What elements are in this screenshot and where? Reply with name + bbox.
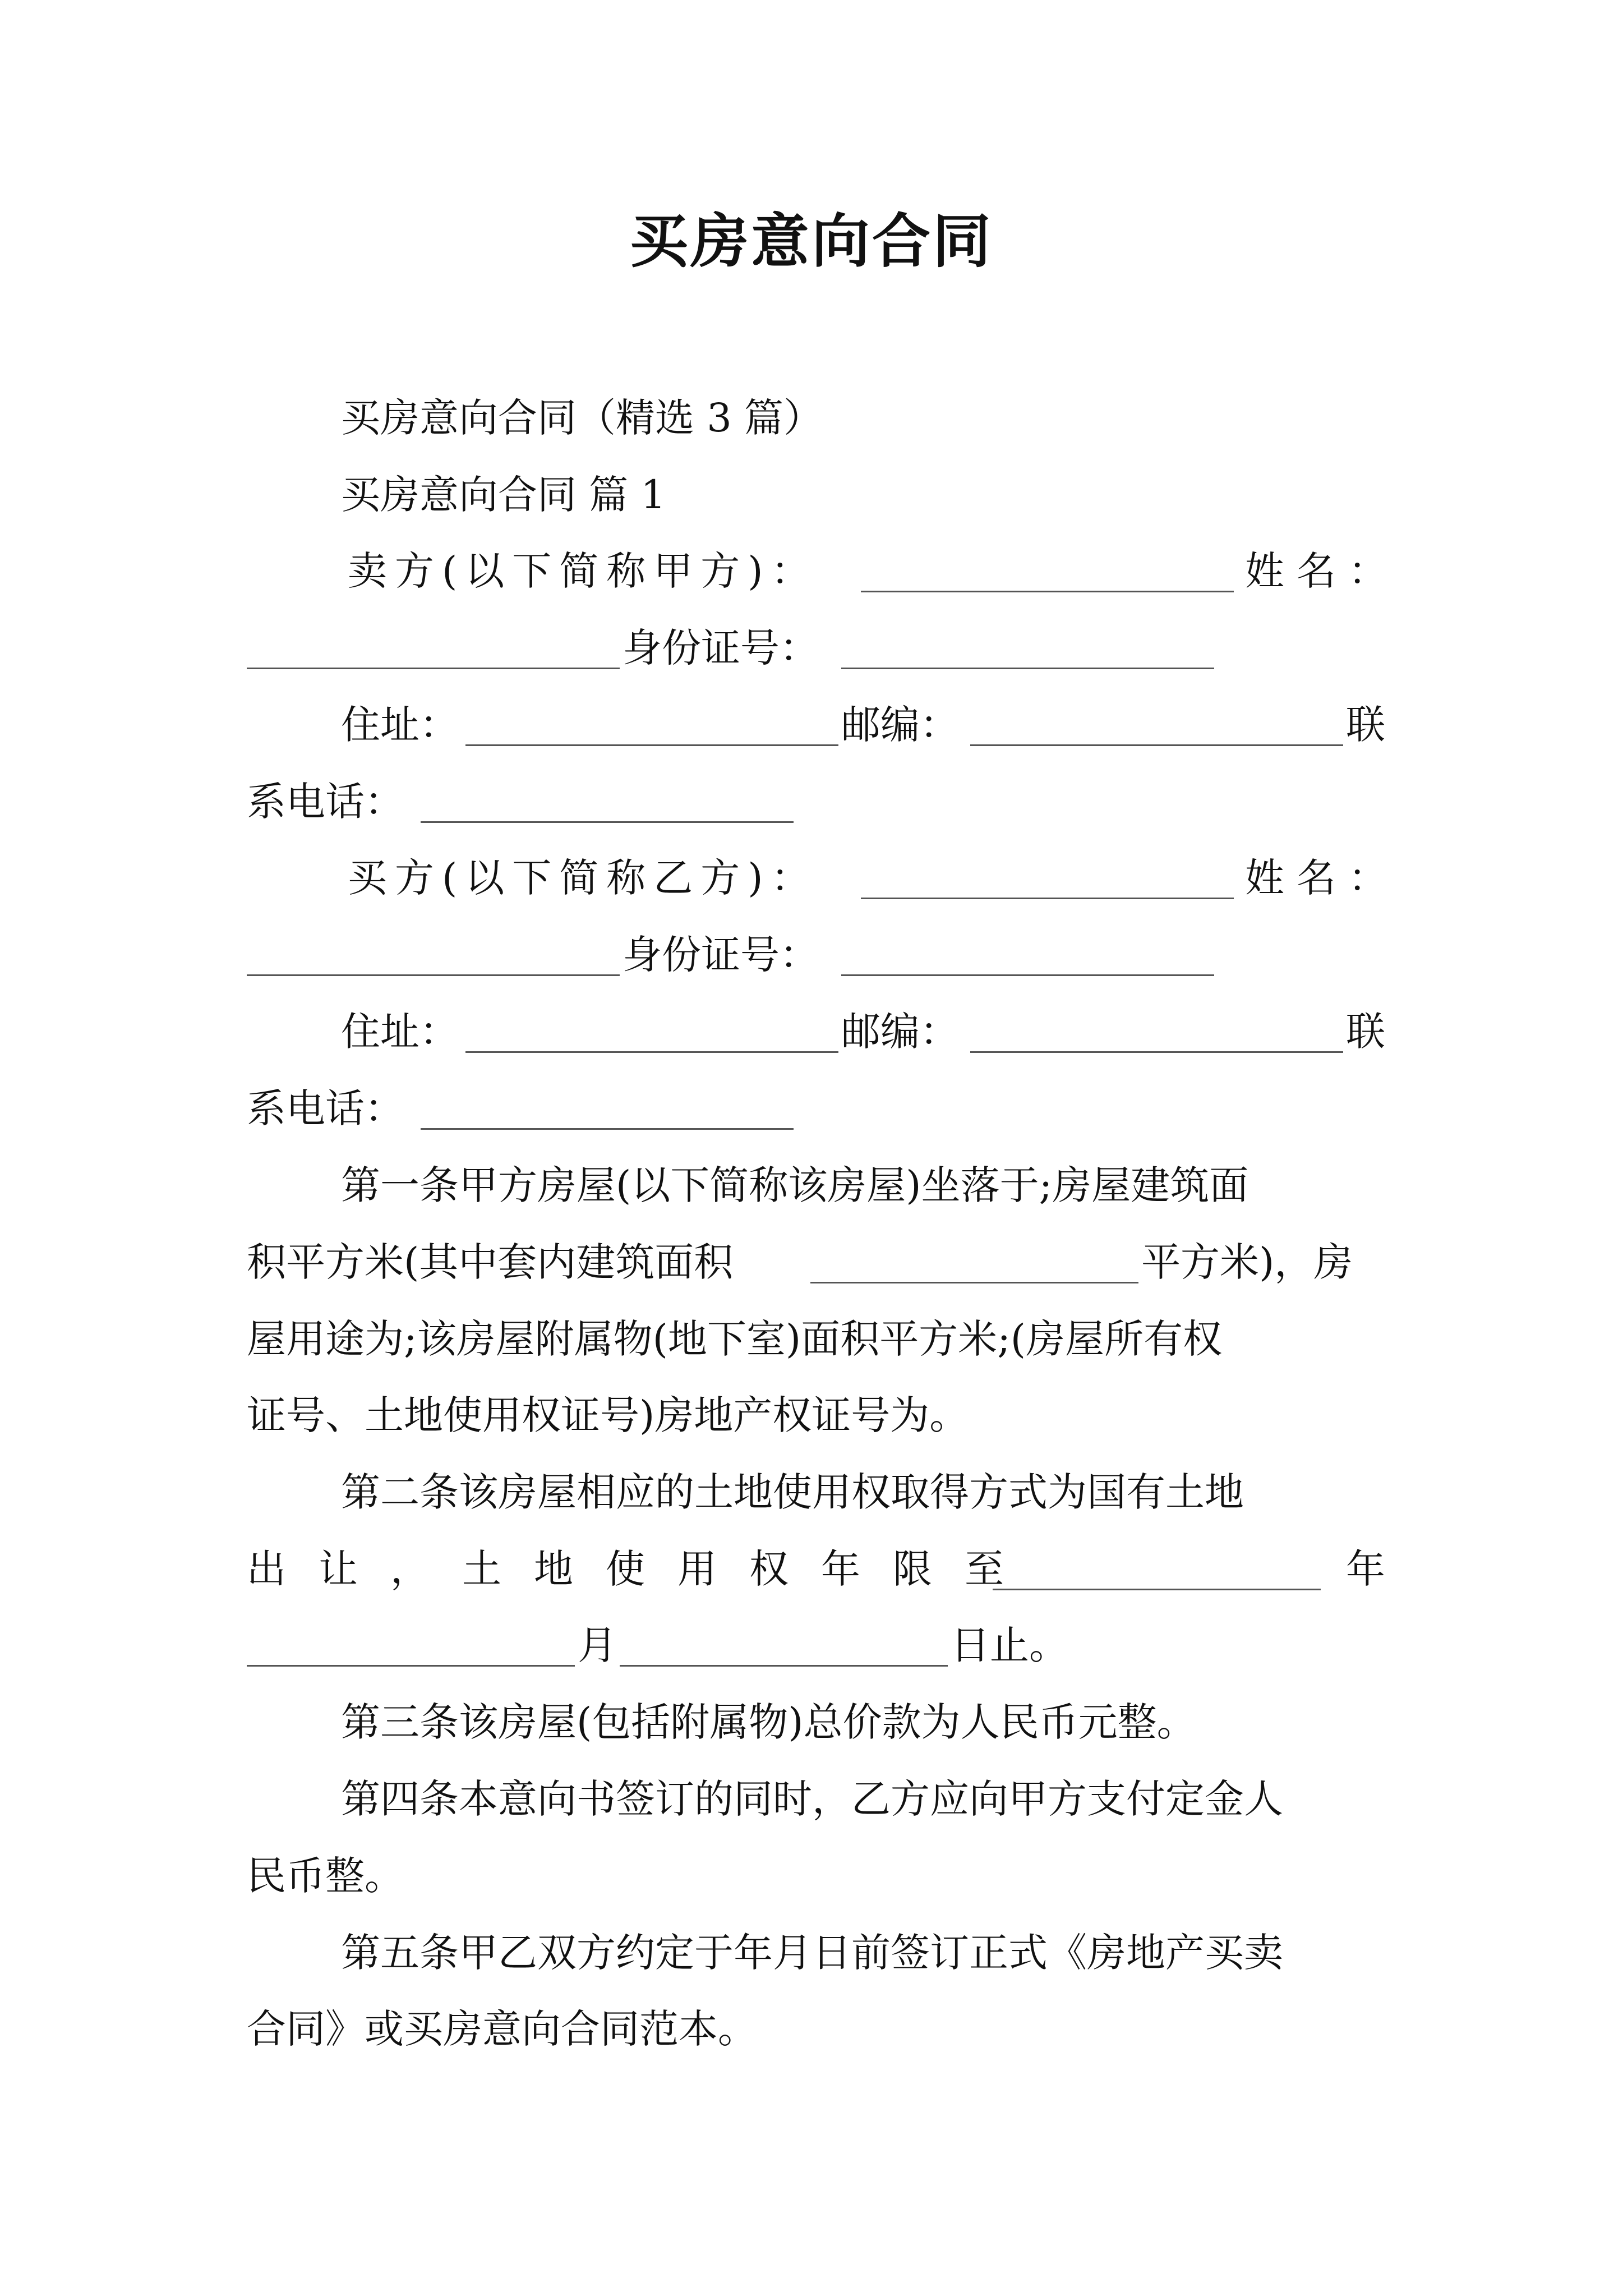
article1-line2 bbox=[247, 1228, 1385, 1296]
article2-line3-end: 日止。 bbox=[951, 1622, 1068, 1668]
article2-line2-a: 出让，土地使用权年限至 bbox=[247, 1546, 1036, 1592]
buyer-address-blank bbox=[465, 1012, 838, 1053]
seller-phone-blank bbox=[421, 782, 794, 823]
buyer-address-line bbox=[247, 998, 1385, 1065]
buyer-phone-blank bbox=[421, 1089, 794, 1130]
article2-year-blank bbox=[993, 1549, 1321, 1590]
seller-id-blank bbox=[841, 628, 1214, 669]
article4-line2: 民币整。 bbox=[247, 1853, 404, 1899]
buyer-label: 买方(以下简称乙方)： bbox=[348, 855, 818, 901]
buyer-id-blank bbox=[841, 935, 1214, 976]
article2-line2 bbox=[247, 1535, 1385, 1603]
seller-label: 卖方(以下简称甲方)： bbox=[348, 548, 818, 594]
article1-line3: 屋用途为;该房屋附属物(地下室)面积平方米;(房屋所有权 bbox=[247, 1316, 1223, 1362]
buyer-phone-label-1: 联 bbox=[1346, 1009, 1385, 1055]
article5-line1: 第五条甲乙双方约定于年月日前签订正式《房地产买卖 bbox=[341, 1930, 1283, 1976]
seller-name-blank bbox=[247, 628, 620, 669]
seller-phone-label-2: 系电话： bbox=[247, 779, 404, 825]
article2-month-blank-pre bbox=[247, 1626, 575, 1667]
article1-line2-b: 平方米)，房 bbox=[1141, 1239, 1353, 1285]
subtitle: 买房意向合同（精选 3 篇） bbox=[341, 395, 823, 441]
buyer-postcode-label: 邮编： bbox=[841, 1009, 959, 1055]
seller-phone-label-1: 联 bbox=[1346, 702, 1385, 748]
seller-postcode-blank bbox=[970, 705, 1343, 746]
buyer-address-label: 住址： bbox=[341, 1009, 459, 1055]
buyer-id-line bbox=[247, 921, 1385, 988]
article4-line1: 第四条本意向书签订的同时，乙方应向甲方支付定金人 bbox=[341, 1776, 1283, 1822]
buyer-name-blank bbox=[247, 935, 620, 976]
article2-day-blank bbox=[620, 1626, 948, 1667]
buyer-phone-line bbox=[247, 1075, 1385, 1142]
seller-id-label: 身份证号： bbox=[623, 625, 819, 671]
seller-address-label: 住址： bbox=[341, 702, 459, 748]
seller-phone-line bbox=[247, 768, 1385, 835]
seller-postcode-label: 邮编： bbox=[841, 702, 959, 748]
article1-line1: 第一条甲方房屋(以下简称该房屋)坐落于;房屋建筑面 bbox=[341, 1162, 1249, 1208]
article2-line2-b: 年 bbox=[1346, 1546, 1385, 1592]
section-heading: 买房意向合同 篇 1 bbox=[341, 472, 666, 518]
article1-line4: 证号、土地使用权证号)房地产权证号为。 bbox=[247, 1392, 969, 1438]
article3-line: 第三条该房屋(包括附属物)总价款为人民币元整。 bbox=[341, 1699, 1196, 1745]
article1-line2-a: 积平方米(其中套内建筑面积 bbox=[247, 1239, 734, 1285]
article2-line1: 第二条该房屋相应的土地使用权取得方式为国有土地 bbox=[341, 1469, 1244, 1515]
seller-address-line bbox=[247, 691, 1385, 758]
seller-blank bbox=[861, 551, 1234, 592]
article2-month: 月 bbox=[578, 1622, 617, 1668]
buyer-blank bbox=[861, 858, 1234, 899]
article1-area-blank bbox=[810, 1243, 1138, 1283]
seller-name-label: 姓名： bbox=[1245, 548, 1400, 594]
article2-line3 bbox=[247, 1612, 1385, 1679]
buyer-line bbox=[247, 844, 1400, 912]
buyer-phone-label-2: 系电话： bbox=[247, 1085, 404, 1131]
seller-address-blank bbox=[465, 705, 838, 746]
buyer-id-label: 身份证号： bbox=[623, 932, 819, 978]
article5-line2: 合同》或买房意向合同范本。 bbox=[247, 2006, 757, 2052]
document-title: 买房意向合同 bbox=[629, 206, 993, 275]
seller-id-line bbox=[247, 614, 1385, 682]
buyer-name-label: 姓名： bbox=[1245, 855, 1400, 901]
seller-line bbox=[247, 537, 1400, 605]
buyer-postcode-blank bbox=[970, 1012, 1343, 1053]
